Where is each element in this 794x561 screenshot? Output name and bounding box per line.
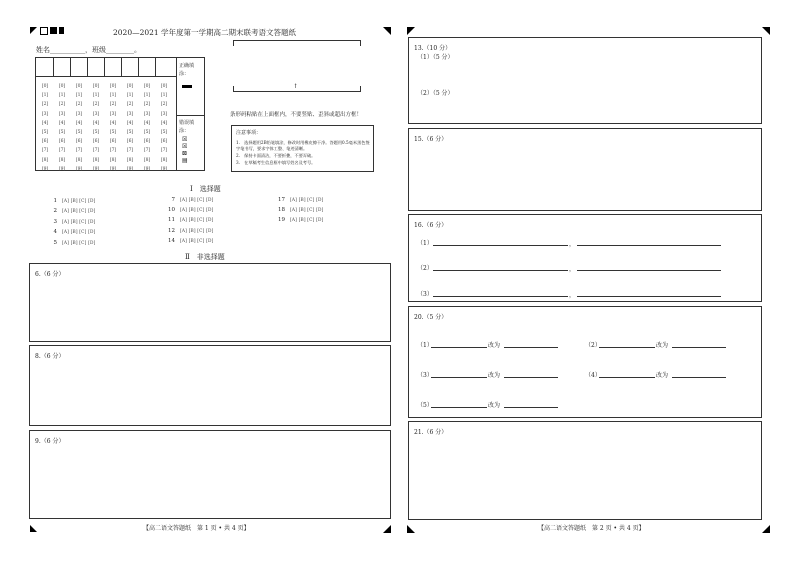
page-title: 2020—2021 学年度第一学期高二期末联考语文答题纸 (113, 28, 297, 37)
sub-question-label: （1） (417, 342, 433, 349)
wrong-fill-examples: ☒ ☒ ⊠ ▤ (182, 136, 188, 164)
wrong-fill-label: 错误填涂： (179, 120, 195, 134)
answer-line[interactable] (431, 407, 487, 408)
choice-row[interactable]: 19 [A] [B] [C] [D] (278, 217, 324, 223)
name-class-field[interactable]: 姓名__________，班级________。 (36, 46, 141, 54)
comma-mark: ， (569, 292, 576, 299)
answer-line[interactable] (577, 270, 721, 271)
answer-box-q20[interactable] (408, 306, 762, 418)
choice-row[interactable]: 4 [A] [B] [C] [D] (53, 229, 96, 235)
choice-row[interactable]: 2 [A] [B] [C] [D] (53, 208, 96, 214)
correct-fill-example (182, 85, 192, 88)
choice-row[interactable]: 10 [A] [B] [C] [D] (168, 207, 214, 213)
notice-item: 1. 选择题用2B铅笔填涂，修改时用橡皮擦干净。答题用0.5毫米黑色签字笔书写，要求字体工整、笔迹清晰。 (236, 140, 370, 151)
id-digit-column[interactable]: [0] [1] [2] [3] [4] [5] [6] [7] [8] [9] (126, 84, 134, 172)
id-digit-column[interactable]: [0] [1] [2] [3] [4] [5] [6] [7] [8] [9] (92, 84, 100, 172)
change-word: 改为 (488, 402, 501, 409)
student-id-grid (35, 57, 205, 171)
id-digit-column[interactable]: [0] [1] [2] [3] [4] [5] [6] [7] [8] [9] (109, 84, 117, 172)
corner-mark-top-right-2 (762, 27, 770, 35)
change-word: 改为 (656, 342, 669, 349)
answer-box-q13[interactable] (408, 37, 762, 124)
answer-box-q6[interactable] (29, 263, 391, 342)
id-digit-column[interactable]: [0] [1] [2] [3] [4] [5] [6] [7] [8] [9] (58, 84, 66, 172)
corner-mark-square-filled (50, 27, 57, 34)
answer-line[interactable] (599, 377, 655, 378)
sub-question-label: （1）（5 分） (417, 54, 454, 61)
answer-line[interactable] (577, 296, 721, 297)
notice-item: 2. 保持卡面清洁，不要折叠，不要弄破。 (236, 153, 316, 158)
answer-line[interactable] (433, 270, 568, 271)
question-label: 9.（6 分） (35, 438, 65, 445)
corner-mark-top-left-2 (407, 27, 415, 35)
choice-row[interactable]: 5 [A] [B] [C] [D] (53, 240, 96, 246)
choice-row[interactable]: 1 [A] [B] [C] [D] (53, 198, 96, 204)
notice-item: 3. 在草稿考生信息框中填写姓名及考号。 (236, 160, 316, 165)
answer-box-q9[interactable] (29, 430, 391, 519)
question-label: 8.（6 分） (35, 353, 65, 360)
section1-title: Ⅰ 选择题 (190, 185, 221, 193)
answer-line[interactable] (431, 377, 487, 378)
question-label: 21.（6 分） (414, 429, 448, 436)
corner-mark-top-right (383, 27, 391, 35)
answer-line[interactable] (672, 377, 726, 378)
corner-mark-top-left (30, 27, 37, 34)
sub-question-label: （1） (417, 240, 433, 247)
question-label: 13.（10 分） (414, 45, 452, 52)
answer-line[interactable] (577, 245, 721, 246)
sub-question-label: （5） (417, 402, 433, 409)
id-digit-column[interactable]: [0] [1] [2] [3] [4] [5] [6] [7] [8] [9] (75, 84, 83, 172)
answer-line[interactable] (433, 245, 568, 246)
answer-line[interactable] (433, 296, 568, 297)
sub-question-label: （3） (417, 372, 433, 379)
comma-mark: ， (569, 241, 576, 248)
comma-mark: ， (569, 266, 576, 273)
choice-row[interactable]: 17 [A] [B] [C] [D] (278, 197, 324, 203)
corner-mark-square-outline (40, 27, 48, 35)
barcode-frame (233, 40, 361, 92)
sub-question-label: （2） (417, 265, 433, 272)
up-arrow-icon: ↑ (293, 83, 299, 90)
corner-mark-square-filled-2 (59, 27, 64, 34)
notice-box (231, 125, 374, 172)
corner-mark-bottom-right (383, 525, 391, 533)
choice-row[interactable]: 7 [A] [B] [C] [D] (171, 197, 214, 203)
footer-right: 【高二语文答题纸 第 2 页 • 共 4 页】 (538, 525, 645, 532)
answer-line[interactable] (504, 407, 558, 408)
sub-question-label: （2）（5 分） (417, 90, 454, 97)
answer-line[interactable] (431, 347, 487, 348)
choice-row[interactable]: 14 [A] [B] [C] [D] (168, 238, 214, 244)
question-label: 15.（6 分） (414, 136, 448, 143)
sub-question-label: （3） (417, 291, 433, 298)
sub-question-label: （4） (585, 372, 601, 379)
change-word: 改为 (656, 372, 669, 379)
choice-row[interactable]: 3 [A] [B] [C] [D] (53, 219, 96, 225)
corner-mark-bottom-left-2 (407, 525, 415, 533)
answer-box-q16[interactable] (408, 214, 762, 302)
notice-title: 注意事项： (236, 130, 262, 136)
change-word: 改为 (488, 342, 501, 349)
id-digit-column[interactable]: [0] [1] [2] [3] [4] [5] [6] [7] [8] [9] (41, 84, 49, 172)
change-word: 改为 (488, 372, 501, 379)
correct-fill-label: 正确填涂： (179, 63, 195, 77)
answer-line[interactable] (672, 347, 726, 348)
id-digit-column[interactable]: [0] [1] [2] [3] [4] [5] [6] [7] [8] [9] (143, 84, 151, 172)
question-label: 16.（6 分） (414, 222, 448, 229)
choice-row[interactable]: 12 [A] [B] [C] [D] (168, 228, 214, 234)
footer-left: 【高二语文答题纸 第 1 页 • 共 4 页】 (143, 525, 250, 532)
choice-row[interactable]: 18 [A] [B] [C] [D] (278, 207, 324, 213)
section2-title: Ⅱ 非选择题 (185, 253, 225, 261)
sub-question-label: （2） (585, 342, 601, 349)
answer-box-q21[interactable] (408, 421, 762, 520)
answer-line[interactable] (504, 377, 558, 378)
answer-line[interactable] (504, 347, 558, 348)
barcode-note: 条形码粘贴在上面框内，不要竖贴、歪斜或超出方框！ (230, 112, 363, 118)
corner-mark-bottom-right-2 (762, 525, 770, 533)
id-digit-column[interactable]: [0] [1] [2] [3] [4] [5] [6] [7] [8] [9] (160, 84, 168, 172)
question-label: 6.（6 分） (35, 271, 65, 278)
answer-box-q15[interactable] (408, 128, 762, 211)
choice-row[interactable]: 11 [A] [B] [C] [D] (168, 217, 214, 223)
corner-mark-bottom-left (30, 525, 37, 532)
question-label: 20.（5 分） (414, 314, 448, 321)
answer-box-q8[interactable] (29, 345, 391, 426)
answer-line[interactable] (599, 347, 655, 348)
